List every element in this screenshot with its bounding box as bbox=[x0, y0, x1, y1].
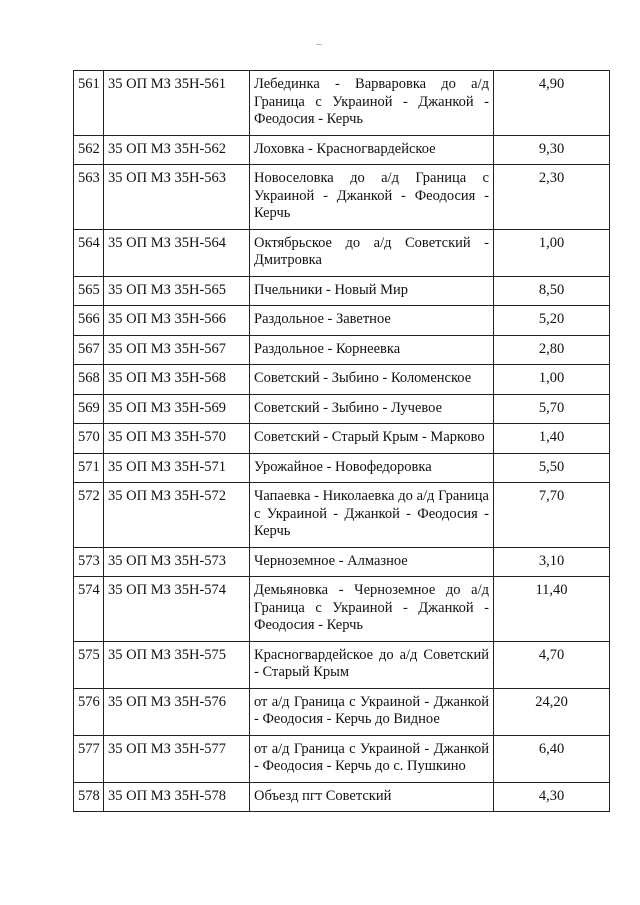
road-code-cell: 35 ОП МЗ 35Н-571 bbox=[104, 453, 250, 483]
road-name-cell: Лоховка - Красногвардейское bbox=[250, 135, 494, 165]
road-name-cell: Раздольное - Заветное bbox=[250, 306, 494, 336]
road-code-cell: 35 ОП МЗ 35Н-566 bbox=[104, 306, 250, 336]
road-code-cell: 35 ОП МЗ 35Н-569 bbox=[104, 394, 250, 424]
road-length-cell: 1,00 bbox=[494, 365, 610, 395]
row-number-cell: 577 bbox=[74, 735, 104, 782]
road-length-cell: 11,40 bbox=[494, 577, 610, 642]
road-name-cell: Чапаевка - Николаевка до а/д Граница с Украиной - Джанкой - Феодосия - Керчь bbox=[250, 483, 494, 548]
table-row bbox=[74, 424, 610, 454]
road-code-cell: 35 ОП МЗ 35Н-562 bbox=[104, 135, 250, 165]
row-number-cell: 568 bbox=[74, 365, 104, 395]
row-number-cell: 570 bbox=[74, 424, 104, 454]
table-row bbox=[74, 483, 610, 548]
road-code-cell: 35 ОП МЗ 35Н-568 bbox=[104, 365, 250, 395]
road-length-cell: 4,70 bbox=[494, 641, 610, 688]
table-row bbox=[74, 394, 610, 424]
table-row bbox=[74, 365, 610, 395]
row-number-cell: 576 bbox=[74, 688, 104, 735]
road-length-cell: 5,70 bbox=[494, 394, 610, 424]
row-number-cell: 572 bbox=[74, 483, 104, 548]
row-number-cell: 565 bbox=[74, 276, 104, 306]
road-name-cell: от а/д Граница с Украиной - Джанкой - Феодосия - Керчь до с. Пушкино bbox=[250, 735, 494, 782]
table-row bbox=[74, 577, 610, 642]
table-row bbox=[74, 306, 610, 336]
road-length-cell: 24,20 bbox=[494, 688, 610, 735]
road-length-cell: 6,40 bbox=[494, 735, 610, 782]
road-length-cell: 1,00 bbox=[494, 229, 610, 276]
road-name-cell: Лебединка - Варваровка до а/д Граница с Украиной - Джанкой - Феодосия - Керчь bbox=[250, 71, 494, 136]
row-number-cell: 578 bbox=[74, 782, 104, 812]
road-name-cell: Объезд пгт Советский bbox=[250, 782, 494, 812]
road-length-cell: 3,10 bbox=[494, 547, 610, 577]
roads-table bbox=[73, 70, 610, 812]
table-row bbox=[74, 641, 610, 688]
road-code-cell: 35 ОП МЗ 35Н-575 bbox=[104, 641, 250, 688]
road-code-cell: 35 ОП МЗ 35Н-564 bbox=[104, 229, 250, 276]
road-length-cell: 4,30 bbox=[494, 782, 610, 812]
road-code-cell: 35 ОП МЗ 35Н-561 bbox=[104, 71, 250, 136]
table-row bbox=[74, 71, 610, 136]
road-code-cell: 35 ОП МЗ 35Н-570 bbox=[104, 424, 250, 454]
road-name-cell: Раздольное - Корнеевка bbox=[250, 335, 494, 365]
road-code-cell: 35 ОП МЗ 35Н-578 bbox=[104, 782, 250, 812]
road-name-cell: Советский - Старый Крым - Марково bbox=[250, 424, 494, 454]
road-length-cell: 8,50 bbox=[494, 276, 610, 306]
row-number-cell: 563 bbox=[74, 165, 104, 230]
row-number-cell: 575 bbox=[74, 641, 104, 688]
row-number-cell: 561 bbox=[74, 71, 104, 136]
table-row bbox=[74, 782, 610, 812]
row-number-cell: 564 bbox=[74, 229, 104, 276]
row-number-cell: 567 bbox=[74, 335, 104, 365]
road-name-cell: Советский - Зыбино - Лучевое bbox=[250, 394, 494, 424]
road-code-cell: 35 ОП МЗ 35Н-577 bbox=[104, 735, 250, 782]
road-name-cell: Красногвардейское до а/д Советский - Старый Крым bbox=[250, 641, 494, 688]
road-length-cell: 1,40 bbox=[494, 424, 610, 454]
table-row bbox=[74, 229, 610, 276]
row-number-cell: 574 bbox=[74, 577, 104, 642]
row-number-cell: 571 bbox=[74, 453, 104, 483]
table-row bbox=[74, 165, 610, 230]
road-name-cell: Советский - Зыбино - Коломенское bbox=[250, 365, 494, 395]
road-name-cell: Черноземное - Алмазное bbox=[250, 547, 494, 577]
road-name-cell: Октябрьское до а/д Советский - Дмитровка bbox=[250, 229, 494, 276]
road-length-cell: 2,80 bbox=[494, 335, 610, 365]
table-row bbox=[74, 135, 610, 165]
table-row bbox=[74, 735, 610, 782]
table-row bbox=[74, 547, 610, 577]
road-code-cell: 35 ОП МЗ 35Н-576 bbox=[104, 688, 250, 735]
row-number-cell: 566 bbox=[74, 306, 104, 336]
road-code-cell: 35 ОП МЗ 35Н-563 bbox=[104, 165, 250, 230]
road-length-cell: 5,20 bbox=[494, 306, 610, 336]
road-name-cell: от а/д Граница с Украиной - Джанкой - Феодосия - Керчь до Видное bbox=[250, 688, 494, 735]
scan-mark bbox=[316, 44, 322, 45]
row-number-cell: 573 bbox=[74, 547, 104, 577]
road-code-cell: 35 ОП МЗ 35Н-567 bbox=[104, 335, 250, 365]
roads-table-body bbox=[74, 71, 610, 812]
row-number-cell: 562 bbox=[74, 135, 104, 165]
road-code-cell: 35 ОП МЗ 35Н-565 bbox=[104, 276, 250, 306]
road-name-cell: Урожайное - Новофедоровка bbox=[250, 453, 494, 483]
table-row bbox=[74, 453, 610, 483]
row-number-cell: 569 bbox=[74, 394, 104, 424]
road-length-cell: 2,30 bbox=[494, 165, 610, 230]
road-name-cell: Новоселовка до а/д Граница с Украиной - Джанкой - Феодосия - Керчь bbox=[250, 165, 494, 230]
road-code-cell: 35 ОП МЗ 35Н-573 bbox=[104, 547, 250, 577]
road-name-cell: Демьяновка - Черноземное до а/д Граница с Украиной - Джанкой - Феодосия - Керчь bbox=[250, 577, 494, 642]
road-length-cell: 4,90 bbox=[494, 71, 610, 136]
road-length-cell: 9,30 bbox=[494, 135, 610, 165]
table-row bbox=[74, 335, 610, 365]
road-name-cell: Пчельники - Новый Мир bbox=[250, 276, 494, 306]
road-length-cell: 5,50 bbox=[494, 453, 610, 483]
road-code-cell: 35 ОП МЗ 35Н-574 bbox=[104, 577, 250, 642]
table-row bbox=[74, 688, 610, 735]
table-row bbox=[74, 276, 610, 306]
road-code-cell: 35 ОП МЗ 35Н-572 bbox=[104, 483, 250, 548]
road-length-cell: 7,70 bbox=[494, 483, 610, 548]
